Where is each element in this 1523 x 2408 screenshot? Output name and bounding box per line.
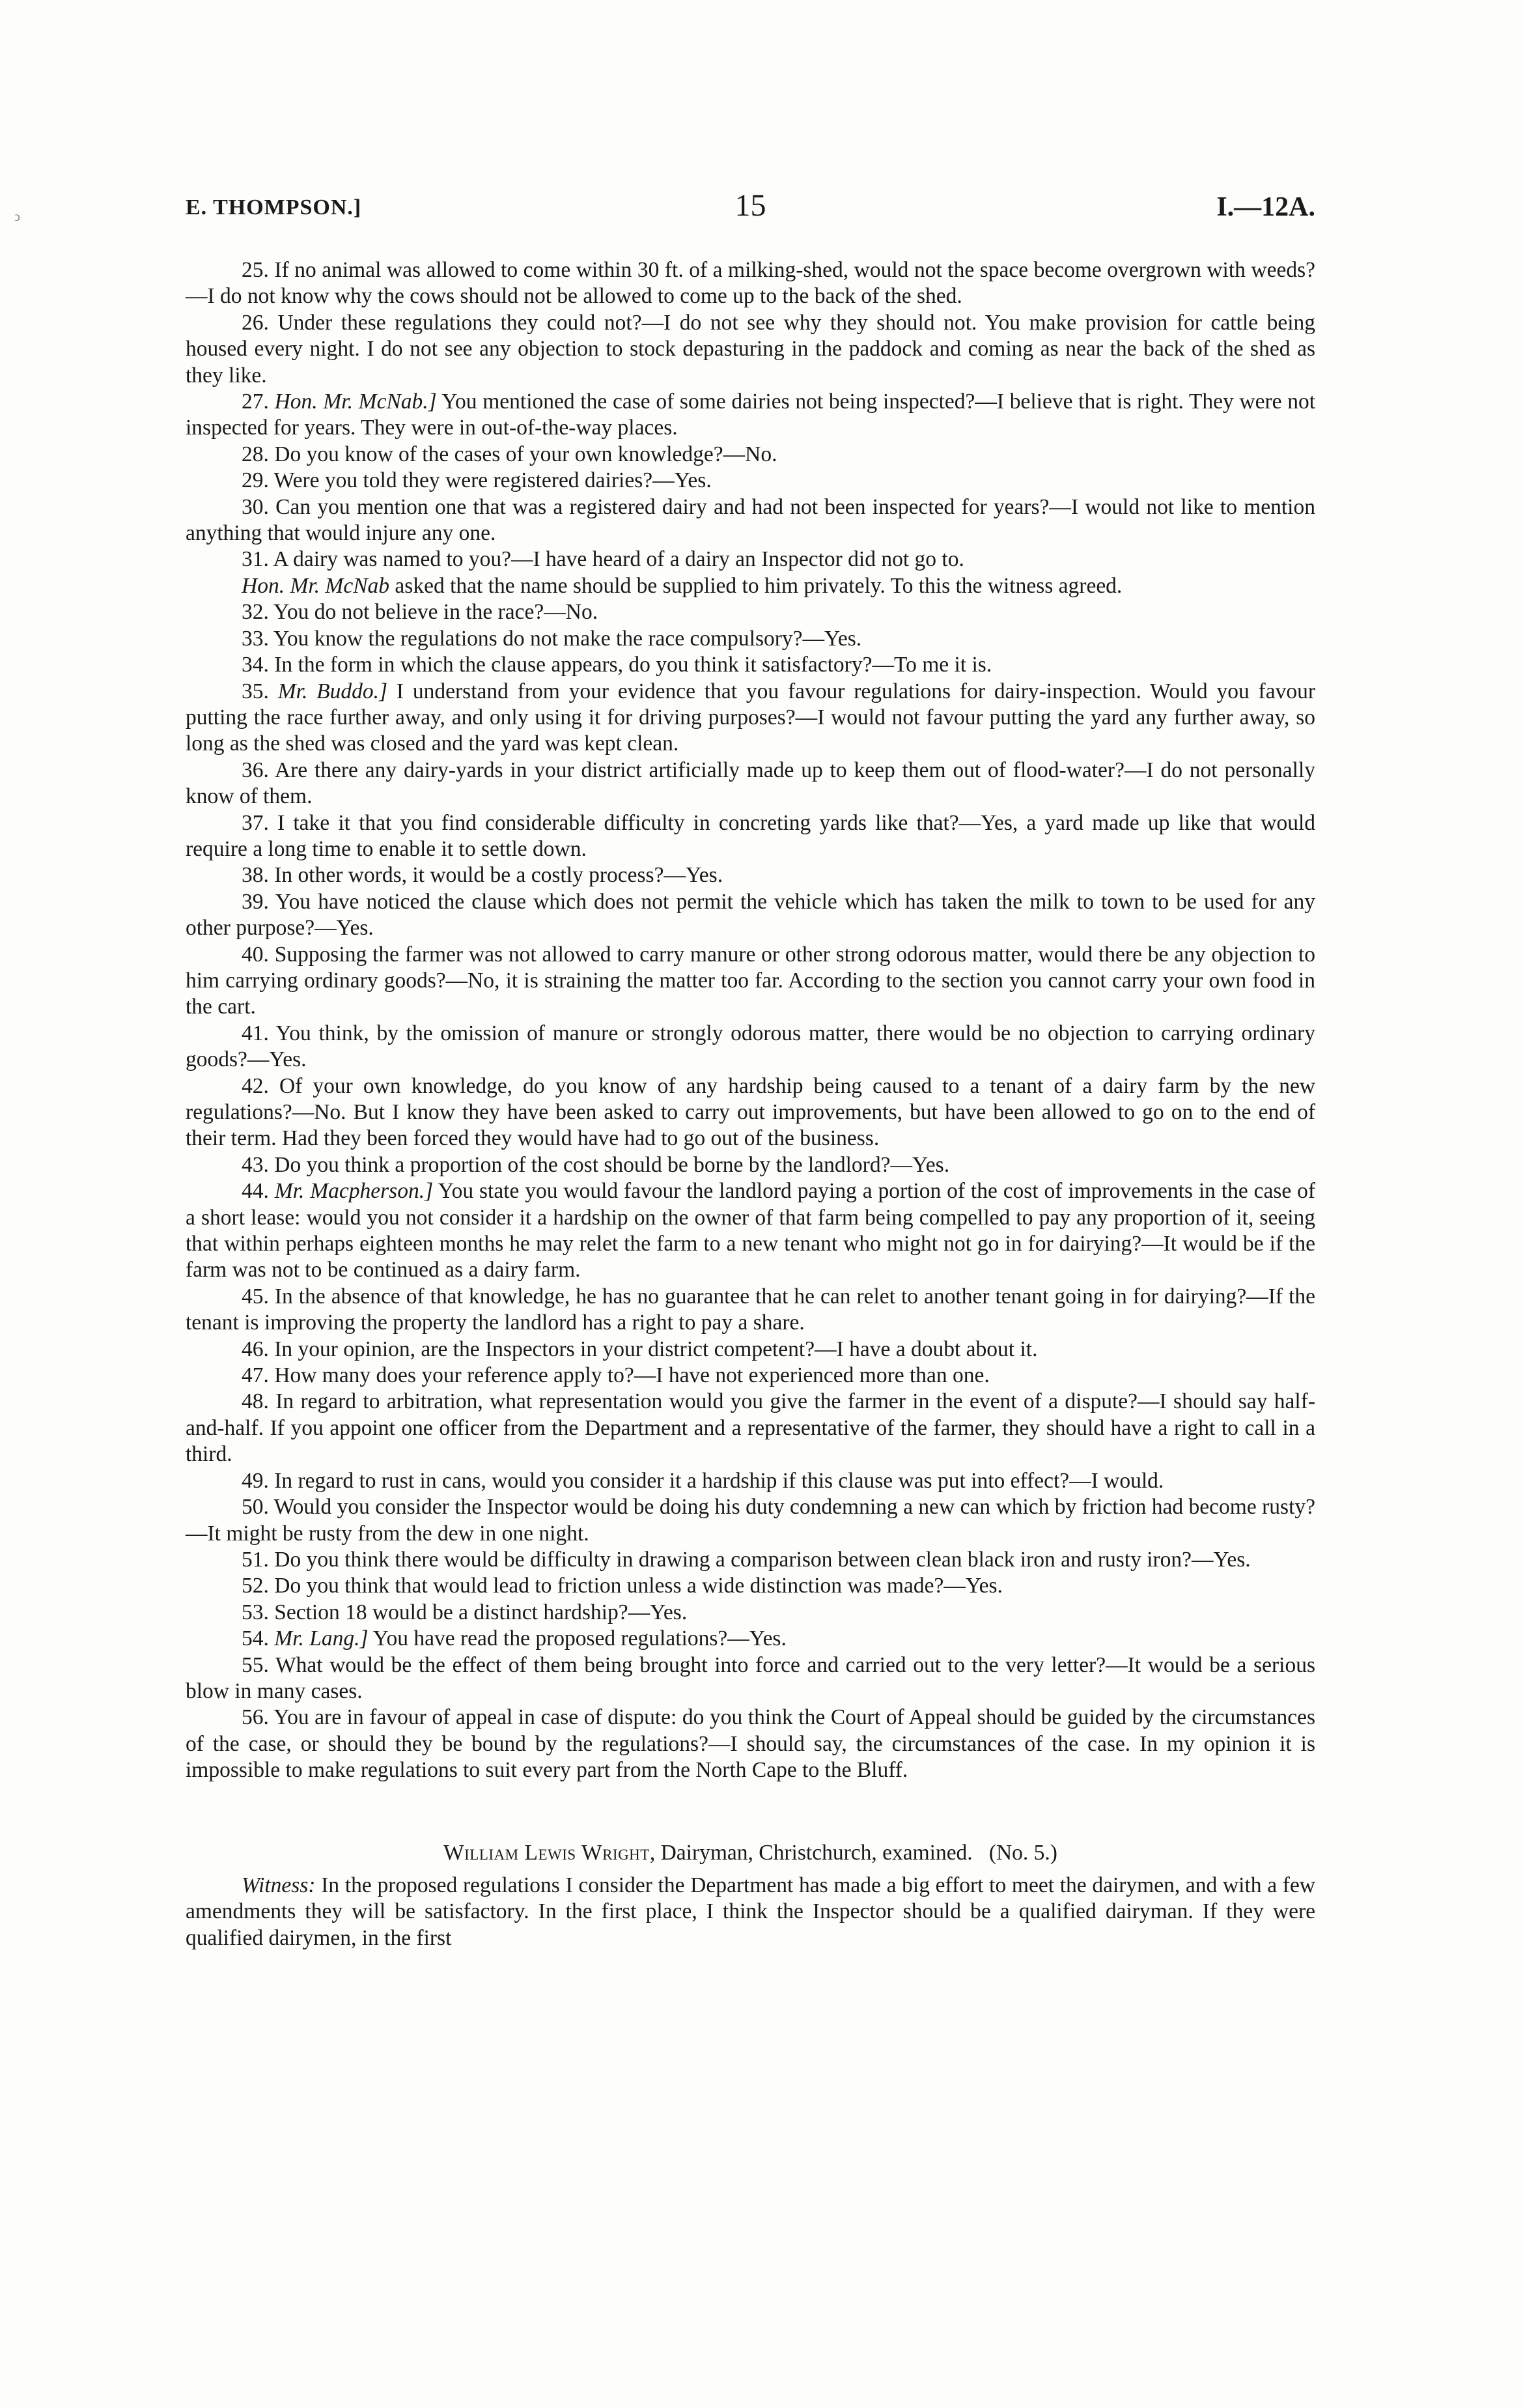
evidence-paragraph [186,599,1315,625]
paragraph-text: Do you know of the cases of your own knowledge?—No. [274,442,777,466]
evidence-paragraph [186,1363,1315,1389]
question-number: 46. [242,1337,269,1361]
evidence-paragraph [186,758,1315,810]
evidence-paragraph [186,1284,1315,1337]
evidence-paragraph [186,1600,1315,1626]
question-number: 55. [242,1652,269,1677]
evidence-paragraph [186,942,1315,1021]
evidence-paragraph [186,1152,1315,1178]
statement-text: In the proposed regulations I consider the Department has made a big effort to meet the dairymen, and with a few amendments they will be satisfactory. In the first place, I think the Inspector should be a qualified dairyman. If they were qualified dairymen, in the first [186,1873,1316,1950]
paper-reference: I.—12A. [1216,192,1315,222]
question-number: 41. [242,1021,269,1045]
question-number: 48. [242,1389,269,1414]
page-header [186,188,1315,234]
question-number: 31. [242,547,269,572]
evidence-list [186,257,1315,1784]
witness-number: (No. 5.) [988,1840,1057,1865]
header-witness-name: E. THOMPSON.] [186,195,362,220]
paragraph-text: You do not believe in the race?—No. [273,600,598,625]
question-number: 27. [242,390,269,414]
question-number: 38. [242,863,269,888]
evidence-paragraph [186,862,1315,888]
evidence-paragraph [186,679,1315,758]
question-number: 30. [242,494,269,519]
question-number: 54. [242,1626,269,1651]
paragraph-text: What would be the effect of them being brought into force and carried out to the very letter?—It would be a serious blow in many cases. [186,1652,1315,1703]
question-number: 50. [242,1495,269,1520]
evidence-paragraph [186,389,1315,442]
margin-mark: ↄ [14,210,20,224]
question-number: 40. [242,942,269,967]
speaker-name: Hon. Mr. McNab.] [274,390,437,414]
question-number: 49. [242,1468,269,1493]
paragraph-text: Do you think a proportion of the cost should be borne by the landlord?—Yes. [274,1152,950,1177]
question-number: 33. [242,626,269,651]
paragraph-text: You mentioned the case of some dairies not being inspected?—I believe that is right. They were not inspected for years. They were in out-of-the-way places. [186,390,1316,440]
paragraph-text: You know the regulations do not make the race compulsory?—Yes. [273,626,862,651]
evidence-paragraph [186,1494,1315,1547]
speaker-name: Mr. Macpherson.] [274,1179,434,1204]
evidence-paragraph [186,442,1315,468]
question-number: 45. [242,1284,269,1309]
evidence-paragraph [186,626,1315,652]
paragraph-text: Can you mention one that was a registered dairy and had not been inspected for years?—I would not like to mention anything that would injure any one. [186,494,1315,546]
question-number: 25. [242,258,269,282]
evidence-paragraph [186,1178,1315,1284]
evidence-paragraph [186,1547,1315,1573]
question-number: 56. [242,1705,269,1730]
question-number: 34. [242,653,269,677]
paragraph-text: Of your own knowledge, do you know of any hardship being caused to a tenant of a dairy farm by the new regulations?—No. But I know they have been asked to carry out improvements, but have been allowed to go on to the end of their term. Had they been forced they would have had to go out of the business. [186,1073,1315,1151]
evidence-paragraph [186,1626,1315,1652]
paragraph-text: I take it that you find considerable difficulty in concreting yards like that?—Yes, a yard made up like that would require a long time to enable it to settle down. [186,810,1316,861]
question-number: 28. [242,442,269,466]
paragraph-text: Are there any dairy-yards in your district artificially made up to keep them out of flood-water?—I do not personally know of them. [186,758,1316,809]
page-number: 15 [734,188,766,223]
evidence-paragraph [186,1021,1315,1073]
paragraph-text: Were you told they were registered dairies?—Yes. [273,468,712,493]
paragraph-text: In regard to rust in cans, would you consider it a hardship if this clause was put into effect?—I would. [274,1468,1164,1493]
evidence-paragraph [186,310,1315,389]
paragraph-text: Do you think that would lead to friction unless a wide distinction was made?—Yes. [274,1574,1003,1598]
evidence-paragraph [186,257,1315,310]
evidence-paragraph [186,1389,1315,1467]
evidence-paragraph [186,1705,1315,1783]
paragraph-text: In the form in which the clause appears, do you think it satisfactory?—To me it is. [274,653,992,677]
speaker-name: Mr. Buddo.] [277,679,388,703]
evidence-paragraph [186,1468,1315,1494]
question-number: 44. [242,1179,269,1204]
evidence-paragraph [186,573,1315,599]
paragraph-text: I understand from your evidence that you favour regulations for dairy-inspection. Would you favour putting the race further away, and only using it for driving purposes?—I would not favour putting the yard any further away, so long as the shed was closed and the yard was kept clean. [186,679,1315,756]
paragraph-text: Section 18 would be a distinct hardship?—Yes. [274,1600,688,1624]
paragraph-text: Supposing the farmer was not allowed to carry manure or other strong odorous matter, would there be any objection to him carrying ordinary goods?—No, it is straining the matter too far. According to the section you cannot carry your own food in the cart. [186,942,1316,1019]
evidence-paragraph [186,468,1315,494]
evidence-paragraph [186,1073,1315,1152]
question-number: 43. [242,1152,269,1177]
paragraph-text: You have read the proposed regulations?—Yes. [372,1626,787,1651]
paragraph-text: In your opinion, are the Inspectors in your district competent?—I have a doubt about it. [274,1337,1038,1361]
paragraph-text: If no animal was allowed to come within 30 ft. of a milking-shed, would not the space become overgrown with weeds?—I do not know why the cows should not be allowed to come up to the back of the shed. [186,258,1315,309]
question-number: 37. [242,810,269,835]
evidence-paragraph [186,652,1315,678]
paragraph-text: Would you consider the Inspector would be doing his duty condemning a new can which by friction had become rusty?—It might be rusty from the dew in one night. [186,1495,1315,1546]
paragraph-text: In the absence of that knowledge, he has no guarantee that he can relet to another tenant going in for dairying?—If the tenant is improving the property the landlord has a right to pay a share. [186,1284,1315,1335]
question-number: 39. [242,889,269,914]
witness-heading [186,1840,1315,1866]
paragraph-text: Do you think there would be difficulty in drawing a comparison between clean black iron and rusty iron?—Yes. [274,1547,1251,1572]
witness-name: William Lewis Wright [443,1840,650,1865]
body-text [186,257,1315,1951]
evidence-paragraph [186,546,1315,573]
evidence-paragraph [186,1337,1315,1363]
question-number: 32. [242,600,269,625]
witness-description: , Dairyman, Christchurch, examined. [649,1840,973,1865]
question-number: 36. [242,758,269,782]
paragraph-text: asked that the name should be supplied to him privately. To this the witness agreed. [395,573,1123,598]
evidence-paragraph [186,810,1315,863]
paragraph-text: You think, by the omission of manure or strongly odorous matter, there would be no objection to carrying ordinary goods?—Yes. [186,1021,1315,1072]
question-number: 51. [242,1547,269,1572]
question-number: 29. [242,468,269,493]
paragraph-text: How many does your reference apply to?—I have not experienced more than one. [274,1363,990,1388]
evidence-paragraph [186,1652,1315,1705]
paragraph-text: A dairy was named to you?—I have heard of a dairy an Inspector did not go to. [273,547,964,572]
speaker-name: Hon. Mr. McNab [242,573,390,598]
paragraph-text: You state you would favour the landlord paying a portion of the cost of improvements in the case of a short lease: would you not consider it a hardship on the owner of that farm being compelled to pay any proportion of it, seeing that within perhaps eighteen months he may relet the farm to a new tenant who might not go in for dairying?—It would be if the farm was not to be continued as a dairy farm. [186,1179,1316,1282]
speaker-name: Mr. Lang.] [274,1626,369,1651]
paragraph-text: Under these regulations they could not?—I do not see why they should not. You make provision for cattle being housed every night. I do not see any objection to stock depasturing in the paddock and coming as near the back of the shed as they like. [186,310,1316,388]
question-number: 53. [242,1600,269,1624]
evidence-paragraph [186,494,1315,547]
paragraph-text: You have noticed the clause which does not permit the vehicle which has taken the milk to town to be used for any other purpose?—Yes. [186,889,1315,941]
statement-speaker: Witness: [242,1873,316,1897]
paragraph-text: In regard to arbitration, what representation would you give the farmer in the event of a dispute?—I should say half-and-half. If you appoint one officer from the Department and a representative of the farmer, they should have a right to call in a third. [186,1389,1316,1467]
paragraph-text: In other words, it would be a costly process?—Yes. [274,863,723,888]
witness-statement [186,1873,1315,1951]
evidence-paragraph [186,1573,1315,1599]
question-number: 52. [242,1574,269,1598]
question-number: 35. [242,679,269,703]
question-number: 47. [242,1363,269,1388]
question-number: 42. [242,1073,269,1098]
evidence-paragraph [186,889,1315,942]
paragraph-text: You are in favour of appeal in case of dispute: do you think the Court of Appeal should be guided by the circumstances of the case, or should they be bound by the regulations?—I should say, the circumstances of the case. In my opinion it is impossible to make regulations to suit every part from the North Cape to the Bluff. [186,1705,1315,1783]
question-number: 26. [242,310,269,335]
